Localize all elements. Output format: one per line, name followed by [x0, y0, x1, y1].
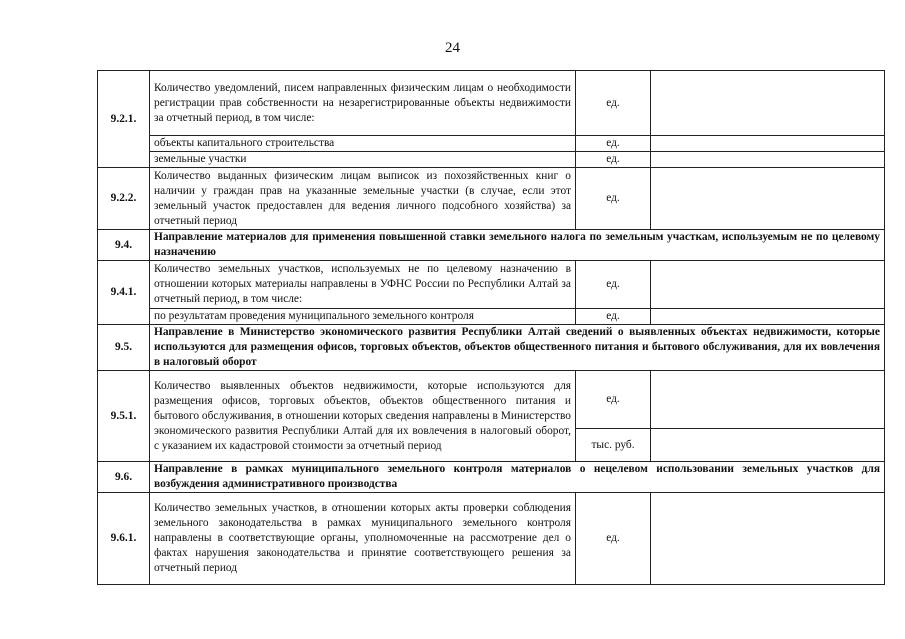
- row-text: Количество выявленных объектов недвижимости, которые используются для размещения офисов, торговых объектов, объектов общественного питания и бытового обслуживания, в отношении которых сведения направлены в Министерство экономического развития Республики Алтай для их вовлечения в налоговый оборот, с указанием их кадастровой стоимости за отчетный период: [150, 371, 576, 462]
- row-text: Количество земельных участков, используемых не по целевому назначению в отношении которых материалы направлены в УФНС России по Республики Алтай за отчетный период, в том числе:: [150, 261, 576, 309]
- table-row: [98, 309, 885, 325]
- row-text: Количество выданных физическим лицам выписок из похозяйственных книг о наличии у граждан прав на указанные земельные участки (в случае, если этот земельный участок предоставлен для ведения личного подсобного хозяйства) за отчетный период: [150, 168, 576, 230]
- report-table: [97, 70, 885, 585]
- row-subitem-text: объекты капитального строительства: [150, 136, 576, 152]
- row-text: Количество земельных участков, в отношении которых акты проверки соблюдения земельного законодательства в рамках муниципального земельного контроля направлены в соответствующие органы, уполномоченные на рассмотрение дел о фактах нарушения законодательства и принятие соответствующего решения за отчетный период: [150, 493, 576, 585]
- row-unit: ед.: [576, 136, 651, 152]
- section-title: Направление в рамках муниципального земельного контроля материалов о нецелевом использовании земельных участков для возбуждения административного производства: [150, 462, 885, 493]
- value-cell: [651, 71, 885, 136]
- table-row-section: [98, 462, 885, 493]
- row-number: 9.2.1.: [98, 71, 150, 168]
- row-unit: ед.: [576, 152, 651, 168]
- row-unit: ед.: [576, 71, 651, 136]
- section-title: Направление в Министерство экономического развития Республики Алтай сведений о выявленных объектах недвижимости, которые используются для размещения офисов, торговых объектов, объектов общественного питания и бытового обслуживания, для их вовлечения в налоговый оборот: [150, 325, 885, 371]
- value-cell: [651, 136, 885, 152]
- table-row: [98, 371, 885, 429]
- table-row: [98, 168, 885, 230]
- row-unit: ед.: [576, 168, 651, 230]
- row-subitem-text: земельные участки: [150, 152, 576, 168]
- section-number: 9.4.: [98, 230, 150, 261]
- row-number: 9.5.1.: [98, 371, 150, 462]
- section-title: Направление материалов для применения повышенной ставки земельного налога по земельным участкам, используемым не по целевому назначению: [150, 230, 885, 261]
- row-unit: ед.: [576, 371, 651, 429]
- section-number: 9.5.: [98, 325, 150, 371]
- table-row: [98, 261, 885, 309]
- page-number: 24: [445, 40, 460, 56]
- section-number: 9.6.: [98, 462, 150, 493]
- table-row: [98, 71, 885, 136]
- value-cell: [651, 309, 885, 325]
- table-row: [98, 493, 885, 585]
- row-number: 9.4.1.: [98, 261, 150, 325]
- value-cell: [651, 168, 885, 230]
- table-row: [98, 152, 885, 168]
- row-unit: ед.: [576, 493, 651, 585]
- value-cell: [651, 429, 885, 462]
- table-row-section: [98, 325, 885, 371]
- row-subitem-text: по результатам проведения муниципального земельного контроля: [150, 309, 576, 325]
- row-unit: тыс. руб.: [576, 429, 651, 462]
- value-cell: [651, 493, 885, 585]
- row-unit: ед.: [576, 261, 651, 309]
- row-unit: ед.: [576, 309, 651, 325]
- row-number: 9.6.1.: [98, 493, 150, 585]
- value-cell: [651, 152, 885, 168]
- row-text: Количество уведомлений, писем направленных физическим лицам о необходимости регистрации прав собственности на незарегистрированные объекты недвижимости за отчетный период, в том числе:: [150, 71, 576, 136]
- value-cell: [651, 371, 885, 429]
- table-row-section: [98, 230, 885, 261]
- value-cell: [651, 261, 885, 309]
- row-number: 9.2.2.: [98, 168, 150, 230]
- table-row: [98, 136, 885, 152]
